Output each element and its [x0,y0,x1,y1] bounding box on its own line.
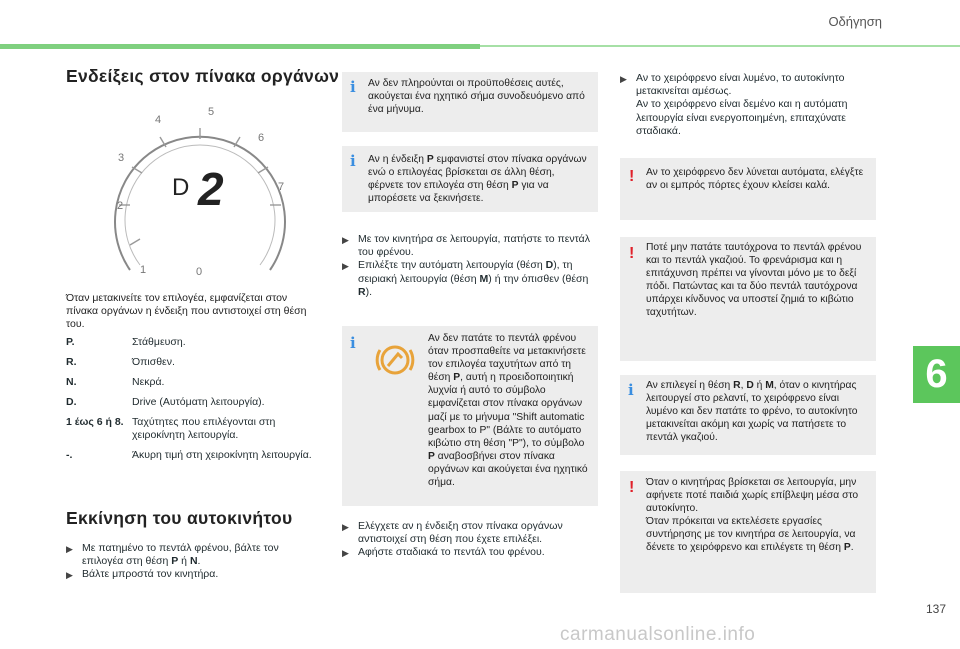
list-item: ▶ Με πατημένο το πεντάλ φρένου, βάλτε τον επιλογέα στη θέση P ή N. [66,542,279,568]
legend-row: D. Drive (Αυτόματη λειτουργία). [66,396,265,408]
info-icon: i [350,152,356,170]
instrument-gauge-illustration [100,105,300,280]
list-item: ▶ Με τον κινητήρα σε λειτουργία, πατήστε το πεντάλ του φρένου. [342,233,590,259]
list-item: ▶ Αφήστε σταδιακά το πεντάλ του φρένου. [342,546,598,560]
title-starting: Εκκίνηση του αυτοκινήτου [66,508,293,528]
title-indicators: Ενδείξεις στον πίνακα οργάνων [66,66,340,86]
legend-row: P. Στάθμευση. [66,336,186,348]
arrow-bullet-icon: ▶ [342,261,349,272]
info-box [342,326,598,506]
gauge-scale-2: 2 [117,200,124,212]
info-icon: i [350,334,356,352]
info-text: Αν δεν πατάτε το πεντάλ φρένου όταν προσπαθείτε να μετακινήσετε τον επιλογέα ταχυτήτων από τη θέση P, αυτή η προειδοποιητική λυχνία ή αυτό το σύμβολο εμφανίζεται στον πίνακα οργάνων μαζί με το μήνυμα "Shift automatic gearbox to P" (Βάλτε το αυτόματο κιβώτιο στη θέση "P"), το σύμβολο P αναβοσβήνει στον πίνακα οργάνων και ακούγεται ένα ηχητικό σήμα. [428,333,588,489]
brake-pedal-warning-icon [368,342,422,378]
arrow-bullet-icon: ▶ [342,548,349,559]
header-accent-bar [0,44,480,49]
legend-row: 1 έως 6 ή 8. Ταχύτητες που επιλέγονται στη χειροκίνητη λειτουργία. [66,416,276,441]
legend-row: N. Νεκρά. [66,376,165,388]
handbrake-bullet [620,72,876,138]
list-item: ▶ Βάλτε μπροστά τον κινητήρα. [66,568,320,582]
page-number: 137 [925,602,946,616]
legend-row: -. Άκυρη τιμή στη χειροκίνητη λειτουργία. [66,449,312,461]
gauge-scale-7: 7 [278,181,285,193]
arrow-bullet-icon: ▶ [620,74,627,84]
info-text: Αν δεν πληρούνται οι προϋποθέσεις αυτές, ακούγεται ένα ηχητικό σήμα συνοδευόμενο από ένα μήνυμα. [368,78,585,116]
gauge-gear-letter: D [172,174,190,201]
drive-bullets [342,233,598,299]
info-text: Αν η ένδειξη P εμφανιστεί στον πίνακα οργάνων ενώ ο επιλογέας βρίσκεται σε άλλη θέση, φέρνετε τον επιλογέα στη θέση P για να μπορέσετε να ξεκινήσετε. [368,154,587,205]
info-icon: i [628,381,634,399]
legend-row: R. Όπισθεν. [66,356,175,368]
chapter-tab: 6 [913,346,960,403]
gauge-scale-3: 3 [118,152,125,164]
info-text: Αν επιλεγεί η θέση R, D ή M, όταν ο κινητήρας λειτουργεί στο ρελαντί, το χειρόφρενο είναι λυμένο και δεν πατάτε το φρένο, το αυτοκίνητο μετακινείται ακόμη και χωρίς να πατήσετε το πεντάλ γκαζιού. [646,380,858,444]
info-icon: i [350,78,356,96]
list-item: ▶ Επιλέξτε την αυτόματη λειτουργία (θέση D), τη σειριακή λειτουργία (θέση M) ή την όπισθεν (θέση R). [342,259,589,298]
arrow-bullet-icon: ▶ [66,544,73,554]
watermark: carmanualsonline.info [560,624,756,645]
info-box [342,146,598,212]
warning-text: Ποτέ μην πατάτε ταυτόχρονα το πεντάλ φρένου και το πεντάλ γκαζιού. Το φρενάρισμα και η επιτάχυνση πρέπει να γίνονται μόνο με το δεξί πόδι. Πατώντας και τα δύο πεντάλ ταυτόχρονα υπάρχει κίνδυνος να υποστεί ζημιά το κιβώτιο ταχυτήτων. [646,242,862,319]
arrow-bullet-icon: ▶ [342,522,349,532]
exclamation-icon: ! [629,245,635,262]
warning-box [620,471,876,593]
arrow-bullet-icon: ▶ [66,570,73,581]
gauge-scale-4: 4 [155,114,162,126]
exclamation-icon: ! [629,479,635,496]
gauge-scale-0: 0 [196,266,203,278]
warning-text: Αν το χειρόφρενο δεν λύνεται αυτόματα, ελέγξτε αν οι εμπρός πόρτες έχουν κλείσει καλά. [646,167,864,192]
start-bullets [66,542,320,583]
warning-box [620,237,876,361]
check-bullets [342,520,598,561]
exclamation-icon: ! [629,168,635,185]
list-item: ▶ Ελέγχετε αν η ένδειξη στον πίνακα οργάνων αντιστοιχεί στη θέση που έχετε επιλέξει. [342,520,563,546]
list-item: ▶ Αν το χειρόφρενο είναι λυμένο, το αυτοκίνητο μετακινείται αμέσως. Αν το χειρόφρενο είναι δεμένο και η αυτόματη λειτουργία είναι ενεργοποιημένη, επιταχύνατε σταδιακά. [620,72,848,137]
gauge-scale-5: 5 [208,106,215,118]
intro-paragraph: Όταν μετακινείτε τον επιλογέα, εμφανίζεται στον πίνακα οργάνων η ένδειξη που αντιστοιχεί στη θέση του. [66,292,307,331]
arrow-bullet-icon: ▶ [342,235,349,245]
warning-text: Όταν ο κινητήρας βρίσκεται σε λειτουργία, μην αφήνετε ποτέ παιδιά χωρίς επίβλεψη μέσα στο αυτοκίνητο. Όταν πρόκειται να εκτελέσετε εργασίες συντήρησης με τον κινητήρα σε λειτουργία, να δένετε το χειρόφρενο και επιλέγετε τη θέση P. [646,477,859,554]
header-accent-line [480,45,960,47]
gear-legend [66,336,316,469]
info-box [342,72,598,132]
section-label: Οδήγηση [828,14,882,29]
gauge-scale-6: 6 [258,132,265,144]
gauge-scale-1: 1 [140,264,147,276]
info-box [620,375,876,455]
gauge-gear-number: 2 [198,163,224,215]
warning-box [620,158,876,220]
